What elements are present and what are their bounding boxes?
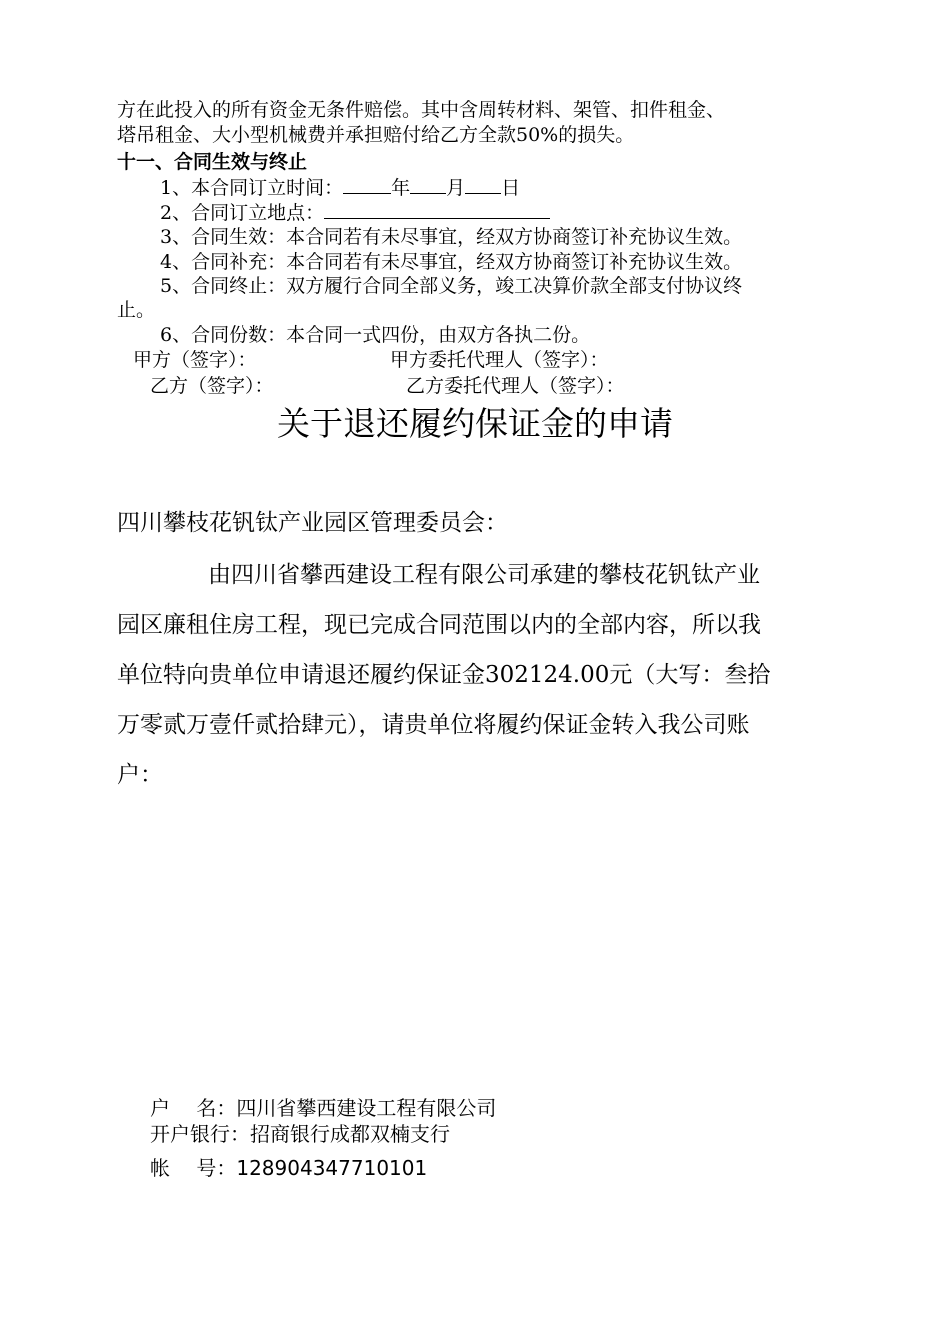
contract-item-5-line-2: 止。 (117, 299, 156, 321)
year-label: 年 (391, 177, 411, 199)
contract-item-6: 6、合同份数：本合同一式四份，由双方各执二份。 (160, 324, 591, 346)
party-b-signature: 乙方（签字）： (150, 375, 274, 397)
party-a-signature: 甲方（签字）： (133, 349, 257, 371)
day-blank (465, 175, 501, 194)
month-label: 月 (446, 177, 466, 199)
account-number-value: 128904347710101 (236, 1156, 428, 1180)
letter-addressee: 四川攀枝花钒钛产业园区管理委员会： (117, 510, 508, 536)
section-heading: 十一、合同生效与终止 (117, 151, 308, 173)
day-label: 日 (501, 177, 521, 199)
contract-item-5-line-1: 5、合同终止：双方履行合同全部义务，竣工决算价款全部支付协议终 (160, 275, 743, 297)
letter-title: 关于退还履约保证金的申请 (277, 404, 673, 443)
contract-continuation-line-2: 塔吊租金、大小型机械费并承担赔付给乙方全款50%的损失。 (117, 124, 635, 146)
account-number-row (150, 1155, 427, 1181)
contract-item-2 (160, 200, 550, 226)
account-number-label: 帐 号： (150, 1156, 237, 1180)
item-2-prefix: 2、合同订立地点： (160, 202, 325, 224)
item-1-prefix: 1、本合同订立时间： (160, 177, 344, 199)
contract-item-4: 4、合同补充：本合同若有未尽事宜，经双方协商签订补充协议生效。 (160, 251, 743, 273)
year-blank (343, 175, 391, 194)
letter-body-line-4: 万零贰万壹仟贰拾肆元），请贵单位将履约保证金转入我公司账 (117, 712, 750, 738)
place-blank (324, 200, 550, 219)
bank-row (150, 1121, 450, 1147)
letter-body-line-1: 由四川省攀西建设工程有限公司承建的攀枝花钒钛产业 (208, 562, 760, 588)
contract-item-3: 3、合同生效：本合同若有未尽事宜，经双方协商签订补充协议生效。 (160, 226, 743, 248)
bank-label: 开户银行： (150, 1122, 250, 1146)
account-name-row (150, 1095, 496, 1121)
month-blank (410, 175, 446, 194)
letter-body-line-2: 园区廉租住房工程，现已完成合同范围以内的全部内容，所以我 (117, 612, 761, 638)
contract-item-1 (160, 175, 520, 201)
contract-continuation-line-1: 方在此投入的所有资金无条件赔偿。其中含周转材料、架管、扣件租金、 (117, 99, 726, 121)
letter-body-line-5: 户： (117, 762, 163, 788)
account-name-value: 四川省攀西建设工程有限公司 (236, 1096, 497, 1120)
bank-value: 招商银行成都双楠支行 (250, 1122, 450, 1146)
letter-body-line-3: 单位特向贵单位申请退还履约保证金302124.00元（大写：叁拾 (117, 662, 771, 688)
party-b-agent-signature: 乙方委托代理人（签字）： (406, 375, 625, 397)
account-name-label: 户 名： (150, 1096, 237, 1120)
party-a-agent-signature: 甲方委托代理人（签字）： (390, 349, 609, 371)
